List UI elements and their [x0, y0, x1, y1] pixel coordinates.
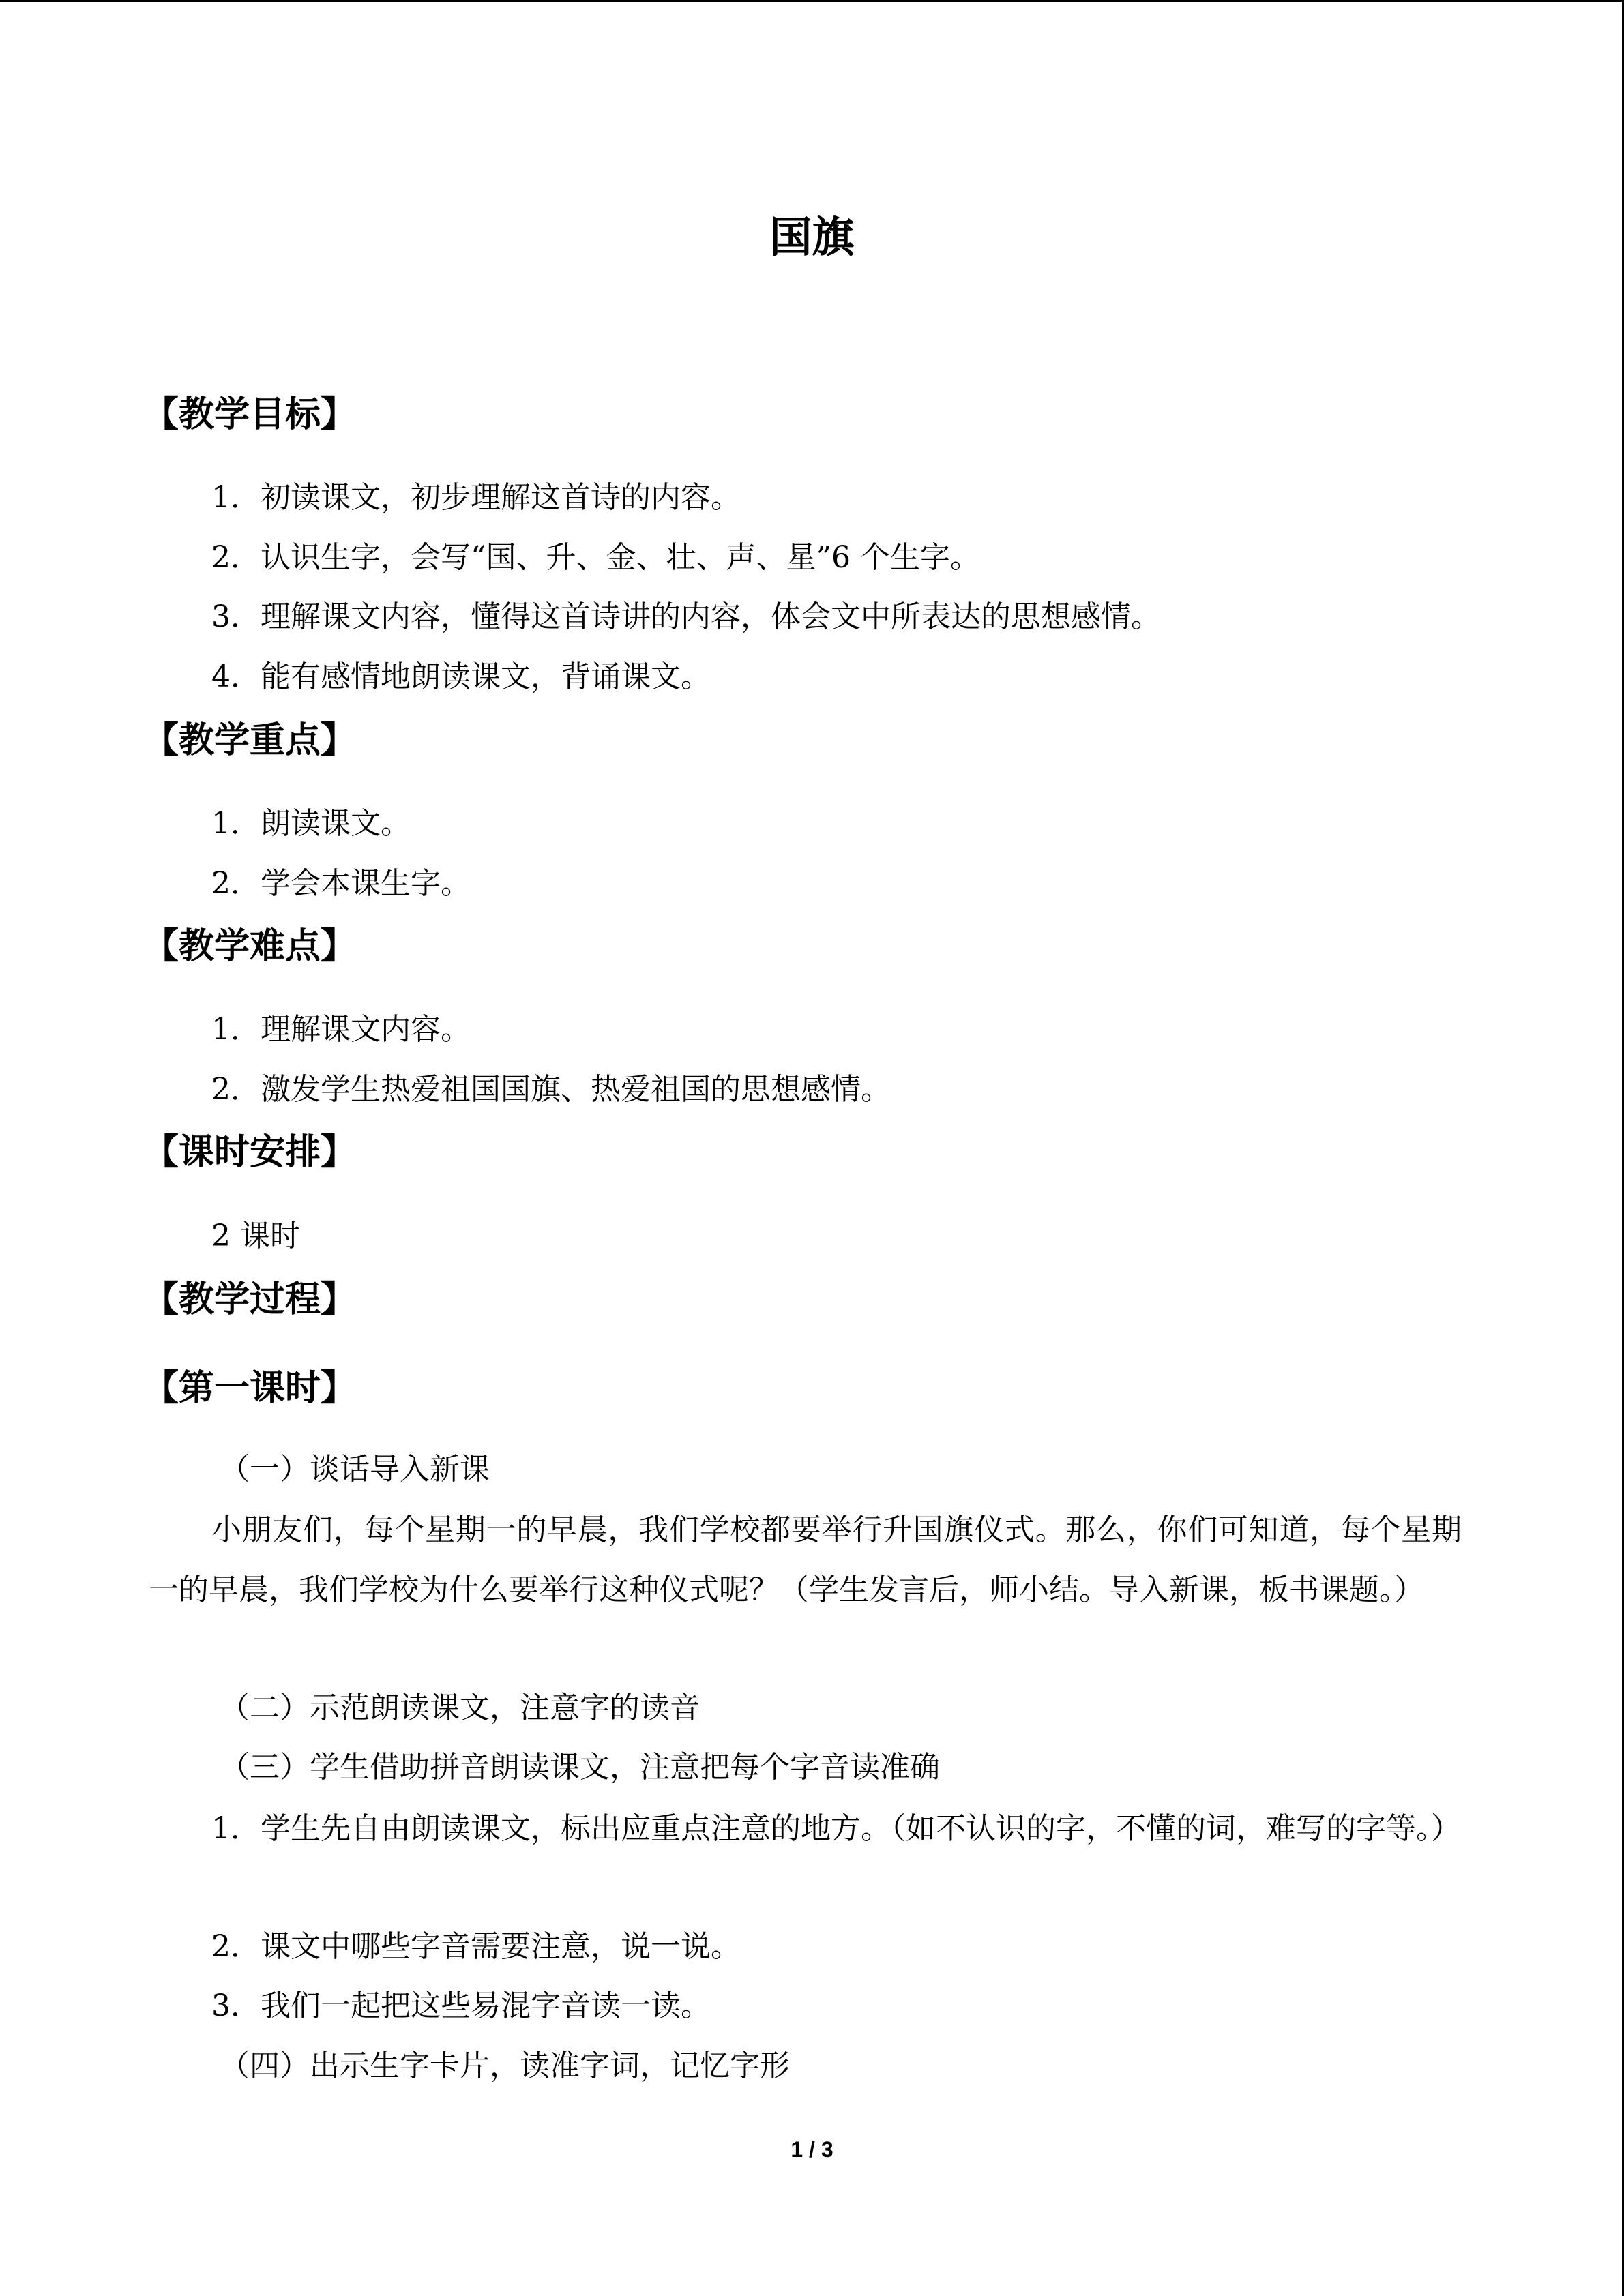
page-number: 1 / 3 [791, 2137, 833, 2162]
lesson1-step-3-item-3: 3．我们一起把这些易混字音读一读。 [211, 1988, 711, 2023]
lesson1-step-2: （二）示范朗读课文，注意字的读音 [220, 1690, 700, 1725]
goal-item-3: 3．理解课文内容，懂得这首诗讲的内容，体会文中所表达的思想感情。 [211, 599, 1161, 634]
document-title: 国旗 [769, 212, 855, 262]
heading-key-points: 【教学重点】 [143, 720, 357, 761]
key-point-item-2: 2．学会本课生字。 [211, 866, 471, 901]
difficulty-item-1: 1．理解课文内容。 [211, 1012, 471, 1047]
goal-item-1: 1．初读课文，初步理解这首诗的内容。 [211, 480, 741, 515]
key-point-item-1: 1．朗读课文。 [211, 806, 411, 841]
difficulty-item-2: 2．激发学生热爱祖国国旗、热爱祖国的思想感情。 [211, 1072, 891, 1107]
lesson1-step-3-item-2: 2．课文中哪些字音需要注意，说一说。 [211, 1929, 741, 1964]
heading-difficulties: 【教学难点】 [143, 926, 357, 967]
goal-item-2: 2．认识生字，会写“国、升、金、壮、声、星”6 个生字。 [211, 540, 980, 575]
lesson1-step-1: （一）谈话导入新课 [220, 1452, 490, 1487]
heading-process: 【教学过程】 [143, 1279, 357, 1320]
heading-lesson-1: 【第一课时】 [143, 1368, 357, 1409]
heading-teaching-goals: 【教学目标】 [143, 394, 357, 435]
lesson1-step-3-item-1: 1．学生先自由朗读课文，标出应重点注意的地方。（如不认识的字，不懂的词，难写的字等。） [211, 1811, 1461, 1846]
lesson1-step-3: （三）学生借助拼音朗读课文，注意把每个字音读准确 [220, 1750, 940, 1785]
schedule-item-1: 2 课时 [211, 1219, 300, 1253]
lesson1-step-4: （四）出示生字卡片，读准字词，记忆字形 [220, 2048, 790, 2083]
goal-item-4: 4．能有感情地朗读课文，背诵课文。 [211, 659, 711, 694]
lesson1-intro-paragraph: 小朋友们，每个星期一的早晨，我们学校都要举行升国旗仪式。那么，你们可知道，每个星期一的早晨，我们学校为什么要举行这种仪式呢？（学生发言后，师小结。导入新课，板书课题。） [149, 1512, 1462, 1607]
heading-schedule: 【课时安排】 [143, 1132, 357, 1173]
